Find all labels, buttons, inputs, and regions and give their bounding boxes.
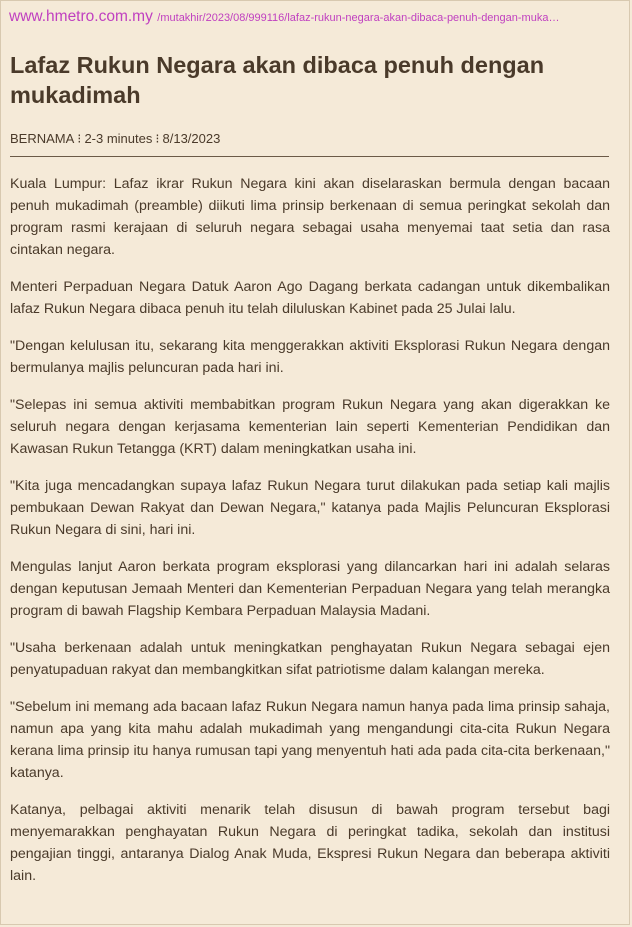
read-time-label: 2-3 minutes — [84, 131, 153, 146]
meta-separator: ⁝ — [77, 131, 82, 146]
article-paragraph: "Dengan kelulusan itu, sekarang kita menggerakkan aktiviti Eksplorasi Rukun Negara dengan bermulanya majlis peluncuran pada hari ini. — [10, 338, 610, 376]
article-title: Lafaz Rukun Negara akan dibaca penuh dengan mukadimah — [10, 52, 545, 108]
article-paragraph: "Sebelum ini memang ada bacaan lafaz Rukun Negara namun hanya pada lima prinsip sahaja, namun apa yang kita mahu adalah mukadimah yang mengandungi cita-cita Rukun Negara kerana lima prinsip itu hanya rumusan tapi yang menyentuh hati ada pada cita-cita berkenaan," katanya. — [10, 699, 610, 781]
header-divider — [10, 156, 609, 157]
article-paragraph: Kuala Lumpur: Lafaz ikrar Rukun Negara kini akan diselaraskan bermula dengan bacaan penuh mukadimah (preamble) diikuti lima prinsip berkenaan di semua peringkat sekolah dan program rasmi kerajaan di seluruh negara sebagai usaha menyemai taat setia dan rasa cintakan negara. — [10, 176, 610, 258]
article-paragraph: Mengulas lanjut Aaron berkata program eksplorasi yang dilancarkan hari ini adalah selaras dengan keputusan Jemaah Menteri dan Kementerian Perpaduan Negara yang telah merangka program di bawah Flagship Kembara Perpaduan Malaysia Madani. — [10, 559, 610, 619]
author-label: BERNAMA — [10, 131, 75, 146]
article-body — [10, 173, 610, 902]
article-paragraph: "Selepas ini semua aktiviti membabitkan program Rukun Negara yang akan digerakkan ke seluruh negara dengan kerjasama kementerian lain seperti Kementerian Pendidikan dan Kawasan Rukun Tetangga (KRT) dalam meningkatkan usaha ini. — [10, 397, 610, 457]
date-label: 8/13/2023 — [162, 131, 221, 146]
url-domain[interactable]: www.hmetro.com.my — [9, 8, 153, 25]
article-paragraph: "Usaha berkenaan adalah untuk meningkatkan penghayatan Rukun Negara sebagai ejen penyatupaduan rakyat dan membangkitkan sifat patriotisme dalam kalangan mereka. — [10, 640, 610, 678]
url-path[interactable]: /mutakhir/2023/08/999116/lafaz-rukun-negara-akan-dibaca-penuh-dengan-muka… — [157, 12, 560, 24]
article-paragraph: Menteri Perpaduan Negara Datuk Aaron Ago Dagang berkata cadangan untuk dikembalikan lafaz Rukun Negara dibaca penuh itu telah diluluskan Kabinet pada 25 Julai lalu. — [10, 279, 610, 317]
meta-separator: ⁝ — [155, 131, 160, 146]
article-meta — [10, 131, 220, 147]
url-bar[interactable] — [9, 8, 623, 26]
article-paragraph: Katanya, pelbagai aktiviti menarik telah disusun di bawah program tersebut bagi menyemarakkan penghayatan Rukun Negara di peringkat tadika, sekolah dan institusi pengajian tinggi, antaranya Dialog Anak Muda, Ekspresi Rukun Negara dan beberapa aktiviti lain. — [10, 802, 610, 884]
article-paragraph: "Kita juga mencadangkan supaya lafaz Rukun Negara turut dilakukan pada setiap kali majlis pembukaan Dewan Rakyat dan Dewan Negara," katanya pada Majlis Peluncuran Eksplorasi Rukun Negara di sini, hari ini. — [10, 478, 610, 538]
